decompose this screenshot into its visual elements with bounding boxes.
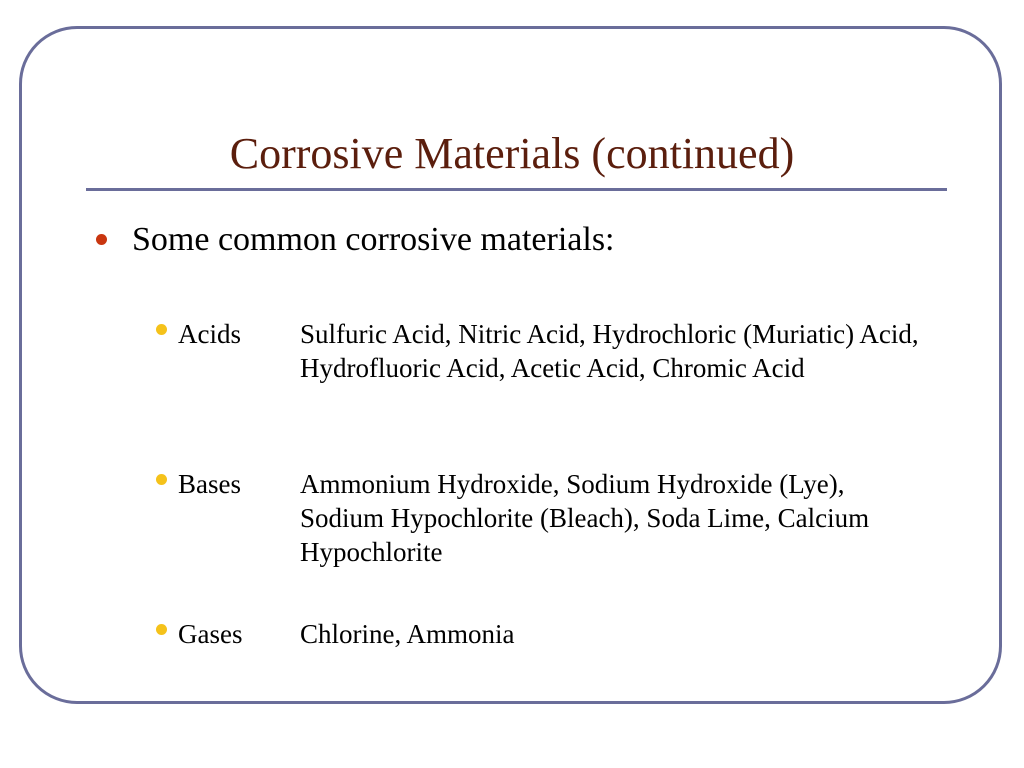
sub-bullet-description: Sulfuric Acid, Nitric Acid, Hydrochloric (Muriatic) Acid, Hydrofluoric Acid, Acetic Acid, Chromic Acid xyxy=(300,319,919,383)
title-underline-rule xyxy=(86,188,947,191)
slide-title: Corrosive Materials (continued) xyxy=(229,129,795,178)
red-dot-bullet-icon xyxy=(96,234,107,245)
sub-bullet-description: Chlorine, Ammonia xyxy=(300,619,515,649)
yellow-dot-bullet-icon xyxy=(156,324,167,335)
sub-bullet-description: Ammonium Hydroxide, Sodium Hydroxide (Lye), Sodium Hypochlorite (Bleach), Soda Lime, Calcium Hypochlorite xyxy=(300,469,870,567)
yellow-dot-bullet-icon xyxy=(156,624,167,635)
main-bullet-text: Some common corrosive materials: xyxy=(132,221,615,258)
sub-bullet-label: Bases xyxy=(178,469,241,499)
sub-bullet-label: Gases xyxy=(178,619,243,649)
yellow-dot-bullet-icon xyxy=(156,474,167,485)
sub-bullet-label: Acids xyxy=(178,319,241,349)
